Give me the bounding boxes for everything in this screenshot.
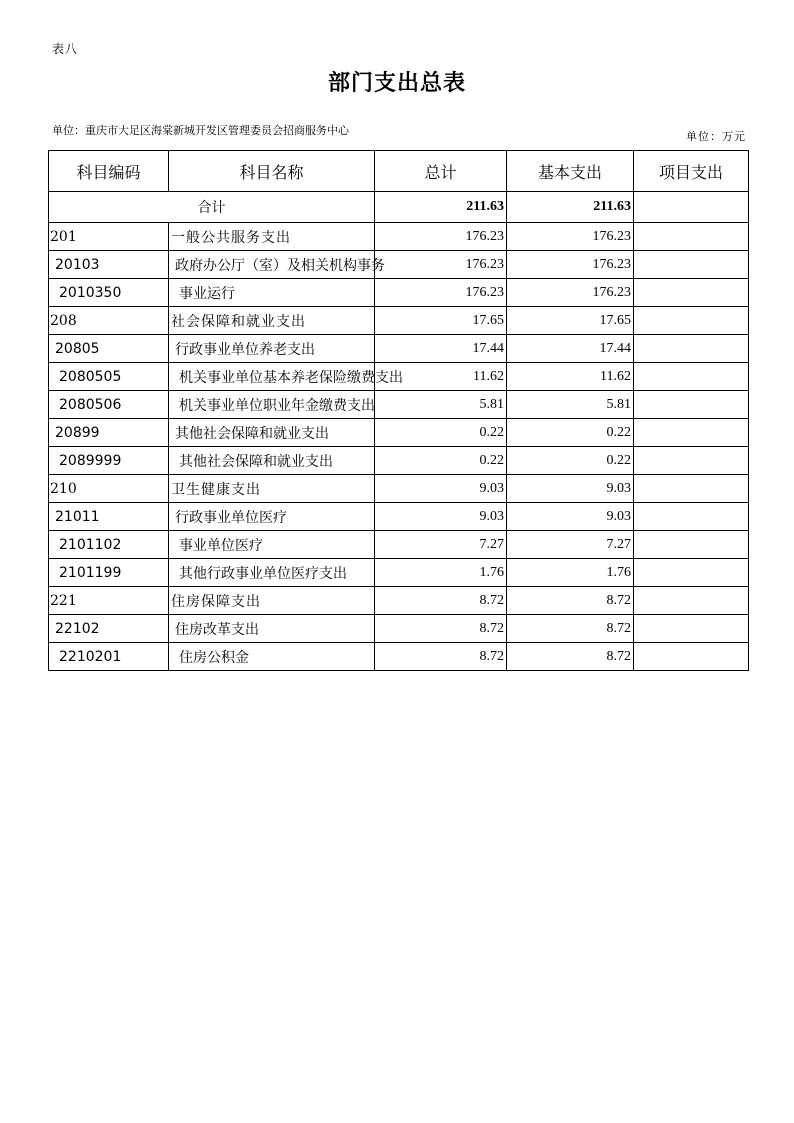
row-basic: 9.03	[507, 503, 634, 531]
column-header-total: 总计	[375, 151, 507, 192]
row-code: 20103	[49, 251, 169, 279]
row-total: 0.22	[375, 447, 507, 475]
row-name: 事业运行	[169, 279, 375, 307]
row-total: 17.44	[375, 335, 507, 363]
row-basic: 8.72	[507, 615, 634, 643]
row-project	[634, 363, 749, 391]
row-code: 201	[49, 223, 169, 251]
row-name: 其他行政事业单位医疗支出	[169, 559, 375, 587]
table-row	[49, 307, 749, 335]
row-project	[634, 419, 749, 447]
row-name: 卫生健康支出	[169, 475, 375, 503]
table-row	[49, 419, 749, 447]
document-label: 表八	[52, 42, 79, 56]
row-name: 事业单位医疗	[169, 531, 375, 559]
row-project	[634, 615, 749, 643]
total-row	[49, 192, 749, 223]
row-basic: 0.22	[507, 447, 634, 475]
page-title: 部门支出总表	[327, 70, 466, 96]
row-name: 住房公积金	[169, 643, 375, 671]
row-name: 其他社会保障和就业支出	[169, 419, 375, 447]
table-row	[49, 559, 749, 587]
table-header-row	[49, 151, 749, 192]
row-name: 一般公共服务支出	[169, 223, 375, 251]
row-basic: 5.81	[507, 391, 634, 419]
table-row	[49, 279, 749, 307]
row-project	[634, 531, 749, 559]
table-row	[49, 475, 749, 503]
table-row	[49, 503, 749, 531]
row-name: 住房改革支出	[169, 615, 375, 643]
row-total: 11.62	[375, 363, 507, 391]
row-total: 176.23	[375, 223, 507, 251]
row-basic: 17.44	[507, 335, 634, 363]
row-name: 行政事业单位养老支出	[169, 335, 375, 363]
row-basic: 176.23	[507, 251, 634, 279]
row-code: 2210201	[49, 643, 169, 671]
row-code: 2089999	[49, 447, 169, 475]
row-project	[634, 559, 749, 587]
row-basic: 0.22	[507, 419, 634, 447]
row-basic: 17.65	[507, 307, 634, 335]
row-basic: 11.62	[507, 363, 634, 391]
row-project	[634, 251, 749, 279]
row-basic: 176.23	[507, 279, 634, 307]
row-project	[634, 335, 749, 363]
organization-name: 单位：重庆市大足区海棠新城开发区管理委员会招商服务中心	[52, 124, 349, 137]
row-total: 7.27	[375, 531, 507, 559]
expenditure-table	[48, 150, 749, 671]
row-total: 176.23	[375, 279, 507, 307]
unit-label: 单位：万元	[686, 130, 746, 143]
row-name: 政府办公厅（室）及相关机构事务	[169, 251, 375, 279]
table-row	[49, 223, 749, 251]
total-sum: 211.63	[375, 192, 507, 223]
row-code: 2080505	[49, 363, 169, 391]
total-basic: 211.63	[507, 192, 634, 223]
row-code: 2101199	[49, 559, 169, 587]
table-row	[49, 391, 749, 419]
table-row	[49, 531, 749, 559]
row-project	[634, 223, 749, 251]
column-header-code: 科目编码	[49, 151, 169, 192]
row-total: 8.72	[375, 643, 507, 671]
table-row	[49, 587, 749, 615]
row-name: 住房保障支出	[169, 587, 375, 615]
row-project	[634, 447, 749, 475]
table-row	[49, 643, 749, 671]
column-header-project: 项目支出	[634, 151, 749, 192]
row-code: 2101102	[49, 531, 169, 559]
row-basic: 9.03	[507, 475, 634, 503]
row-code: 20805	[49, 335, 169, 363]
row-basic: 8.72	[507, 587, 634, 615]
row-project	[634, 503, 749, 531]
row-basic: 8.72	[507, 643, 634, 671]
row-code: 210	[49, 475, 169, 503]
row-total: 8.72	[375, 615, 507, 643]
row-code: 2010350	[49, 279, 169, 307]
row-total: 1.76	[375, 559, 507, 587]
table-row	[49, 615, 749, 643]
row-name: 机关事业单位职业年金缴费支出	[169, 391, 375, 419]
row-total: 176.23	[375, 251, 507, 279]
row-name: 行政事业单位医疗	[169, 503, 375, 531]
row-name: 社会保障和就业支出	[169, 307, 375, 335]
table-row	[49, 335, 749, 363]
row-project	[634, 391, 749, 419]
row-basic: 7.27	[507, 531, 634, 559]
table-row	[49, 363, 749, 391]
table-row	[49, 251, 749, 279]
row-code: 20899	[49, 419, 169, 447]
total-project	[634, 192, 749, 223]
row-project	[634, 475, 749, 503]
row-total: 0.22	[375, 419, 507, 447]
total-label: 合计	[49, 192, 375, 223]
row-total: 17.65	[375, 307, 507, 335]
row-total: 9.03	[375, 503, 507, 531]
row-code: 21011	[49, 503, 169, 531]
row-name: 机关事业单位基本养老保险缴费支出	[169, 363, 375, 391]
row-basic: 1.76	[507, 559, 634, 587]
row-total: 8.72	[375, 587, 507, 615]
row-total: 5.81	[375, 391, 507, 419]
row-name: 其他社会保障和就业支出	[169, 447, 375, 475]
column-header-name: 科目名称	[169, 151, 375, 192]
row-code: 22102	[49, 615, 169, 643]
row-basic: 176.23	[507, 223, 634, 251]
row-code: 2080506	[49, 391, 169, 419]
row-project	[634, 279, 749, 307]
column-header-basic: 基本支出	[507, 151, 634, 192]
table-row	[49, 447, 749, 475]
row-code: 221	[49, 587, 169, 615]
row-code: 208	[49, 307, 169, 335]
row-project	[634, 587, 749, 615]
row-project	[634, 307, 749, 335]
row-project	[634, 643, 749, 671]
row-total: 9.03	[375, 475, 507, 503]
